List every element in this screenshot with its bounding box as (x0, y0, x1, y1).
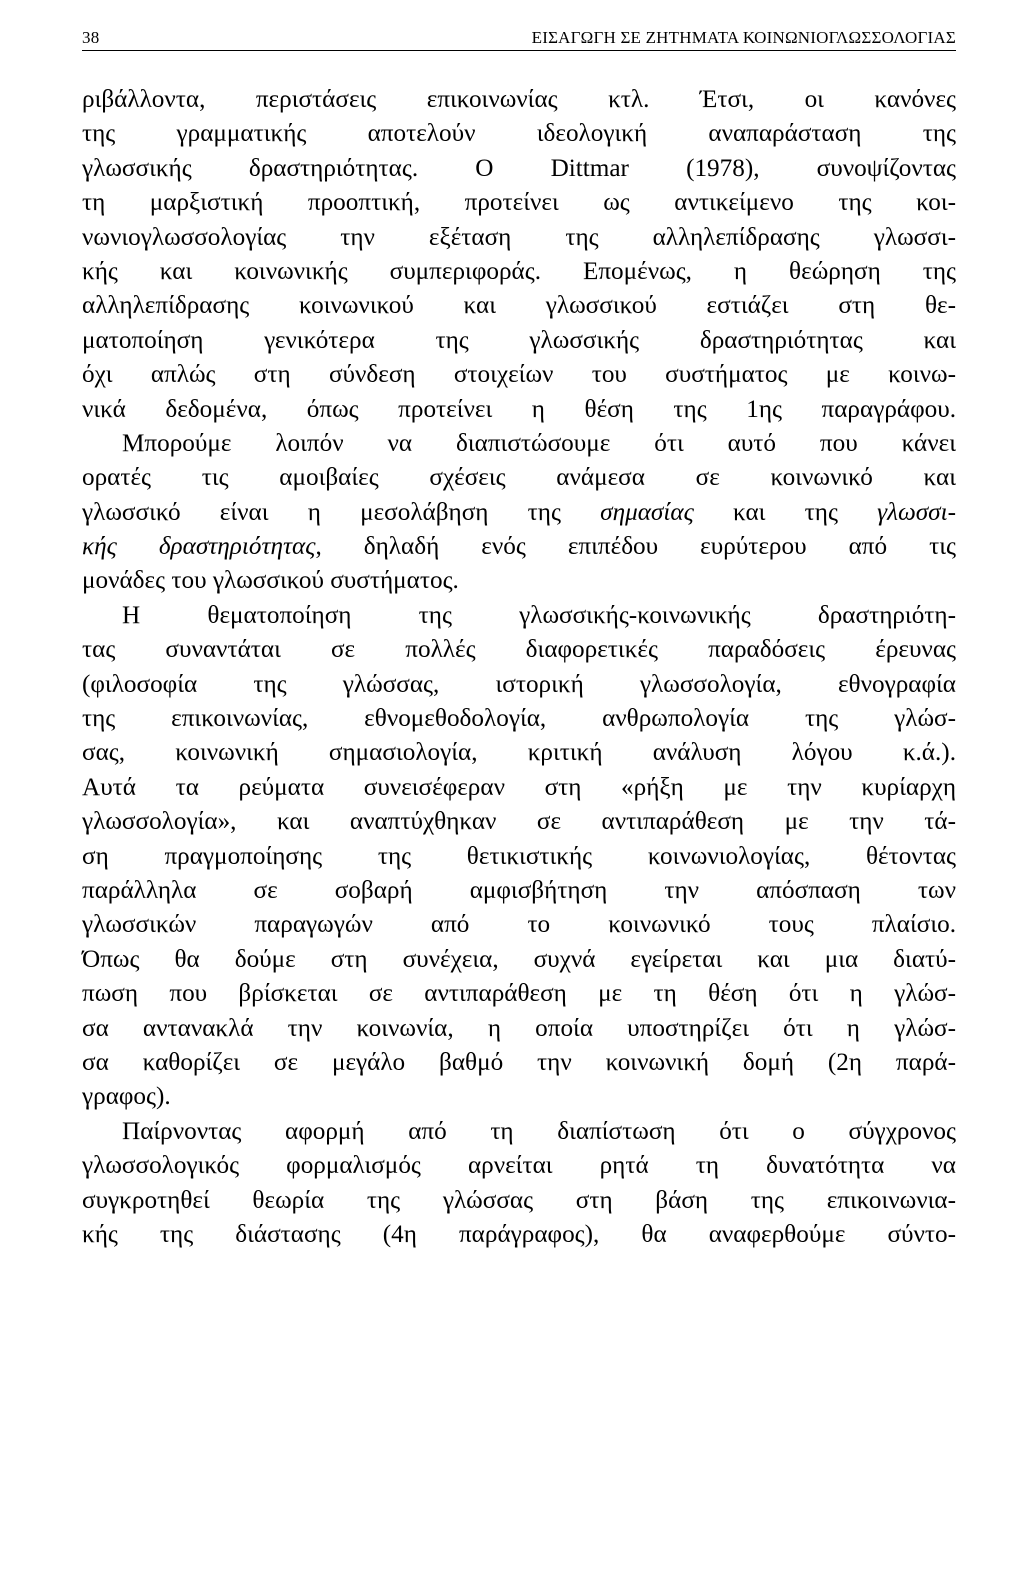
text-line: (φιλοσοφία της γλώσσας, ιστορική γλωσσολογία, εθνογραφία (82, 670, 956, 698)
text-line: Μπορούμε λοιπόν να διαπιστώσουμε ότι αυτό που κάνει (122, 429, 956, 457)
text-line: γλωσσολογία», και αναπτύχθηκαν σε αντιπαράθεση με την τά- (82, 808, 956, 836)
text-run: και της (733, 498, 838, 526)
text-run: , δηλαδή ενός επιπέδου ευρύτερου από τις (315, 533, 956, 561)
text-line: της γραμματικής αποτελούν ιδεολογική αναπαράσταση της (82, 120, 956, 148)
text-line: όχι απλώς στη σύνδεση στοιχείων του συστήματος με κοινω- (82, 361, 956, 389)
text-line: αλληλεπίδρασης κοινωνικού και γλωσσικού εστιάζει στη θε- (82, 292, 956, 320)
running-head (82, 28, 956, 51)
text-line (82, 496, 956, 530)
text-line (82, 530, 956, 564)
text-line: Η θεματοποίηση της γλωσσικής-κοινωνικής δραστηριότη- (122, 601, 956, 629)
text-line: Παίρνοντας αφορμή από τη διαπίστωση ότι ο σύγχρονος (122, 1117, 956, 1145)
italic-term: σημασίας (600, 498, 694, 526)
text-line: νωνιογλωσσολογίας την εξέταση της αλληλεπίδρασης γλωσσι- (82, 223, 956, 251)
text-line: μονάδες του γλωσσικού συστήματος. (82, 567, 459, 595)
text-line: κής της διάστασης (4η παράγραφος), θα αναφερθούμε σύντο- (82, 1220, 956, 1248)
book-page (82, 28, 956, 1252)
page-number: 38 (82, 28, 100, 47)
text-line: τη μαρξιστική προοπτική, προτείνει ως αντικείμενο της κοι- (82, 189, 956, 217)
text-line: συγκροτηθεί θεωρία της γλώσσας στη βάση της επικοινωνια- (82, 1186, 956, 1214)
text-line: κής και κοινωνικής συμπεριφοράς. Επομένως, η θεώρηση της (82, 257, 956, 285)
text-line: τας συναντάται σε πολλές διαφορετικές παραδόσεις έρευνας (82, 636, 956, 664)
text-line: ορατές τις αμοιβαίες σχέσεις ανάμεσα σε κοινωνικό και (82, 464, 956, 492)
running-title: ΕΙΣΑΓΩΓΗ ΣΕ ΖΗΤΗΜΑΤΑ ΚΟΙΝΩΝΙΟΓΛΩΣΣΟΛΟΓΙΑΣ (531, 28, 956, 47)
body-text (82, 83, 956, 1252)
italic-term: κής δραστηριότητας (82, 533, 316, 561)
text-line: σα αντανακλά την κοινωνία, η οποία υποστηρίζει ότι η γλώσ- (82, 1014, 956, 1042)
italic-term: γλωσσι- (877, 498, 956, 526)
text-line: της επικοινωνίας, εθνομεθοδολογία, ανθρωπολογία της γλώσ- (82, 705, 956, 733)
text-line: παράλληλα σε σοβαρή αμφισβήτηση την απόσπαση των (82, 876, 956, 904)
text-line: σα καθορίζει σε μεγάλο βαθμό την κοινωνική δομή (2η παρά- (82, 1048, 956, 1076)
text-line: νικά δεδομένα, όπως προτείνει η θέση της 1ης παραγράφου. (82, 395, 956, 423)
text-line: ση πραγμοποίησης της θετικιστικής κοινωνιολογίας, θέτοντας (82, 842, 956, 870)
text-line: γλωσσικής δραστηριότητας. Ο Dittmar (1978), συνοψίζοντας (82, 154, 956, 182)
text-line: ματοποίηση γενικότερα της γλωσσικής δραστηριότητας και (82, 326, 956, 354)
text-line: γραφος). (82, 1083, 171, 1111)
text-line: ριβάλλοντα, περιστάσεις επικοινωνίας κτλ. Έτσι, οι κανόνες (82, 86, 956, 113)
text-line: Αυτά τα ρεύματα συνεισέφεραν στη «ρήξη με την κυρίαρχη (82, 773, 956, 801)
text-run: γλωσσικό είναι η μεσολάβηση της (82, 498, 561, 526)
text-line: γλωσσολογικός φορμαλισμός αρνείται ρητά τη δυνατότητα να (82, 1152, 956, 1180)
text-line: σας, κοινωνική σημασιολογία, κριτική ανάλυση λόγου κ.ά.). (82, 739, 956, 767)
text-line: πωση που βρίσκεται σε αντιπαράθεση με τη θέση ότι η γλώσ- (82, 980, 956, 1008)
text-line: γλωσσικών παραγωγών από το κοινωνικό τους πλαίσιο. (82, 911, 956, 939)
text-line: Όπως θα δούμε στη συνέχεια, συχνά εγείρεται και μια διατύ- (82, 945, 956, 973)
